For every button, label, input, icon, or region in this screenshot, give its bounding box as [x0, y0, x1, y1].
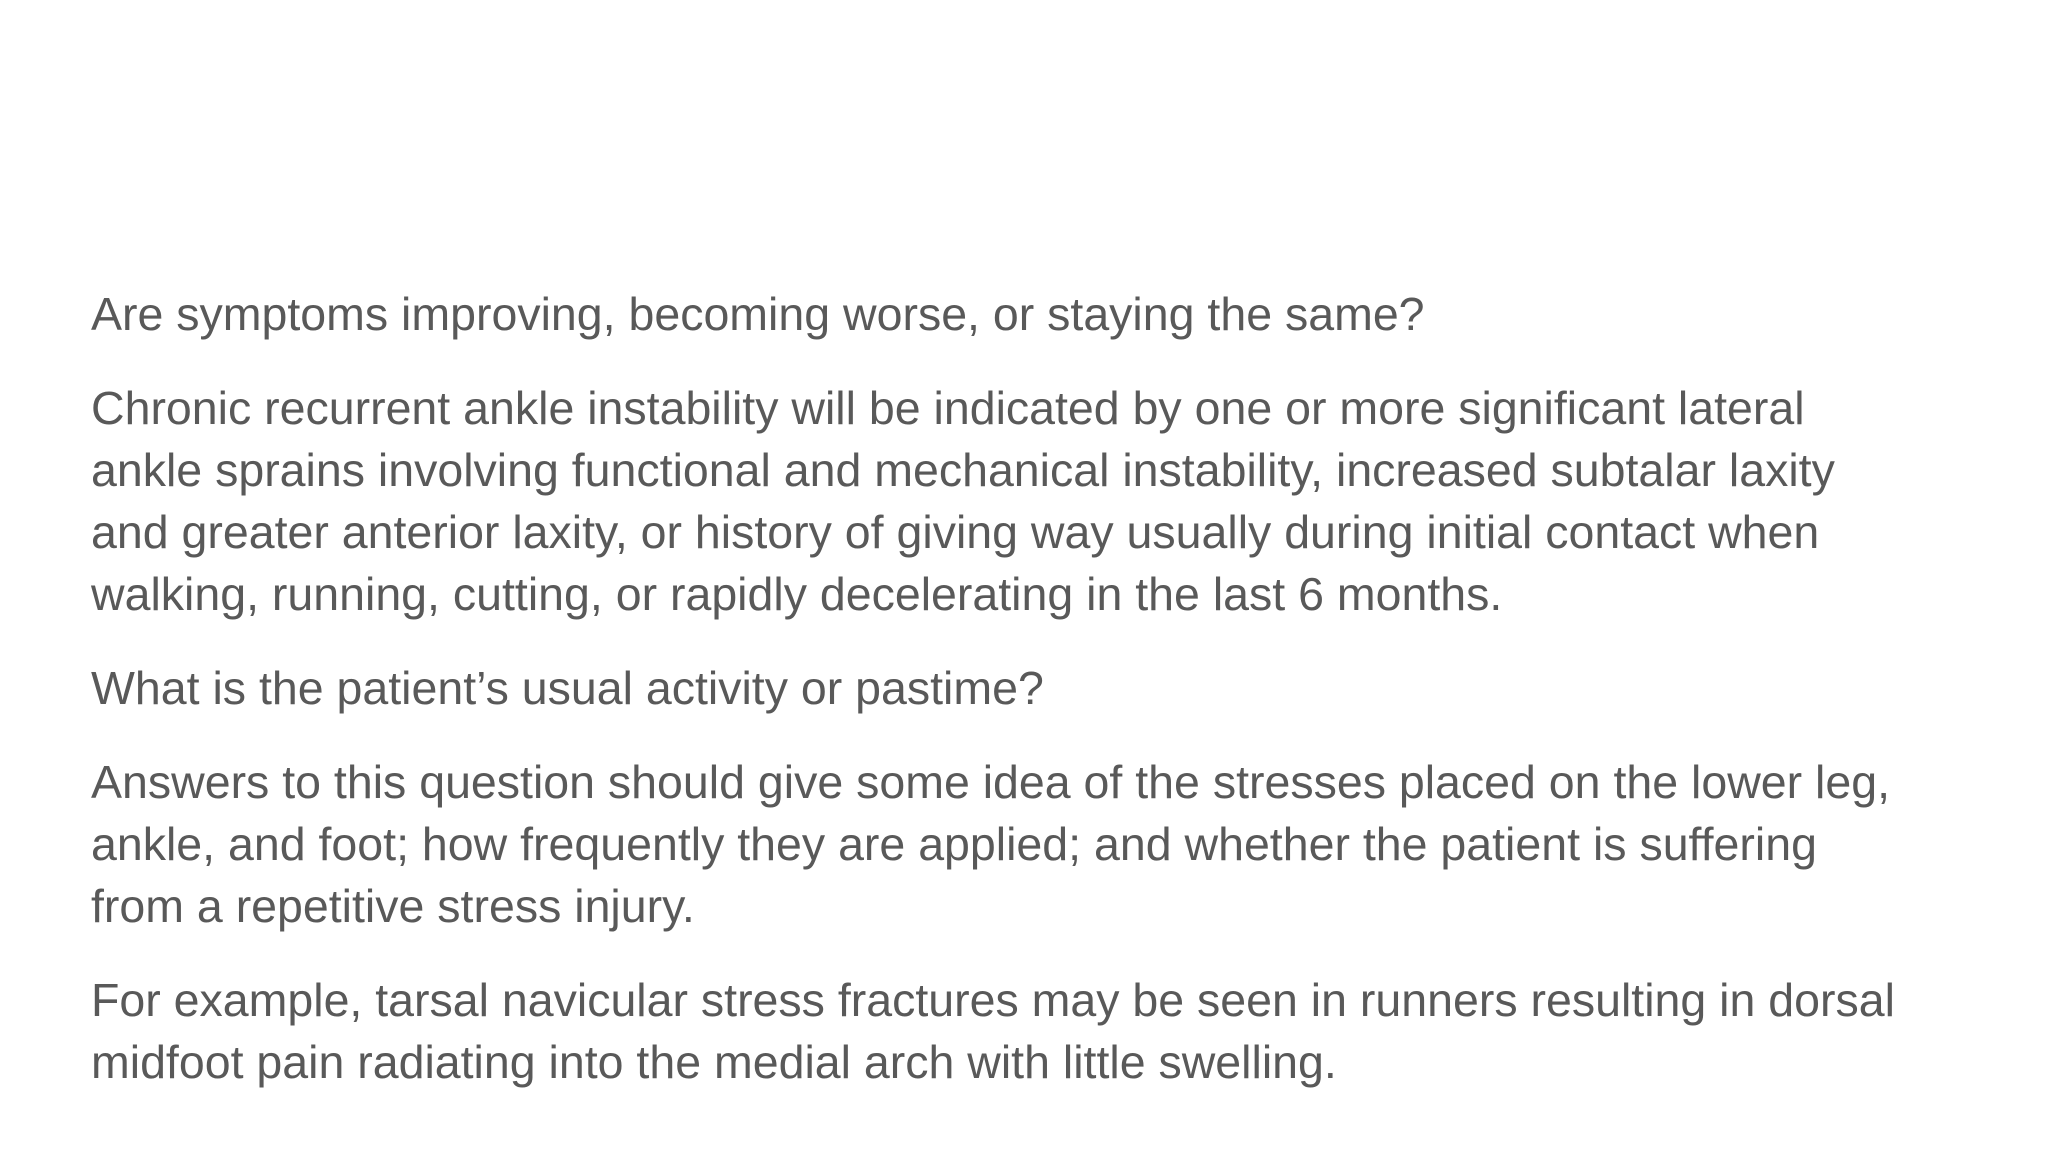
text-line: What is the patient’s usual activity or pastime?	[91, 662, 1044, 714]
text-line: walking, running, cutting, or rapidly decelerating in the last 6 months.	[91, 568, 1503, 620]
text-line: midfoot pain radiating into the medial arch with little swelling.	[91, 1036, 1337, 1088]
text-line: and greater anterior laxity, or history of giving way usually during initial contact when	[91, 506, 1820, 558]
question-symptom-progression	[91, 283, 2001, 345]
paragraph-example-stress-fracture	[91, 969, 2001, 1093]
text-line: For example, tarsal navicular stress fractures may be seen in runners resulting in dorsal	[91, 974, 1895, 1026]
text-line: Are symptoms improving, becoming worse, or staying the same?	[91, 288, 1425, 340]
paragraph-chronic-instability	[91, 377, 2001, 625]
text-line: from a repetitive stress injury.	[91, 880, 695, 932]
text-line: Chronic recurrent ankle instability will be indicated by one or more significant lateral	[91, 382, 1805, 434]
text-line: Answers to this question should give some idea of the stresses placed on the lower leg,	[91, 756, 1891, 808]
slide-body	[91, 283, 2001, 1093]
paragraph-activity-answers	[91, 751, 2001, 937]
text-line: ankle, and foot; how frequently they are applied; and whether the patient is suffering	[91, 818, 1817, 870]
text-line: ankle sprains involving functional and mechanical instability, increased subtalar laxity	[91, 444, 1835, 496]
question-usual-activity	[91, 657, 2001, 719]
